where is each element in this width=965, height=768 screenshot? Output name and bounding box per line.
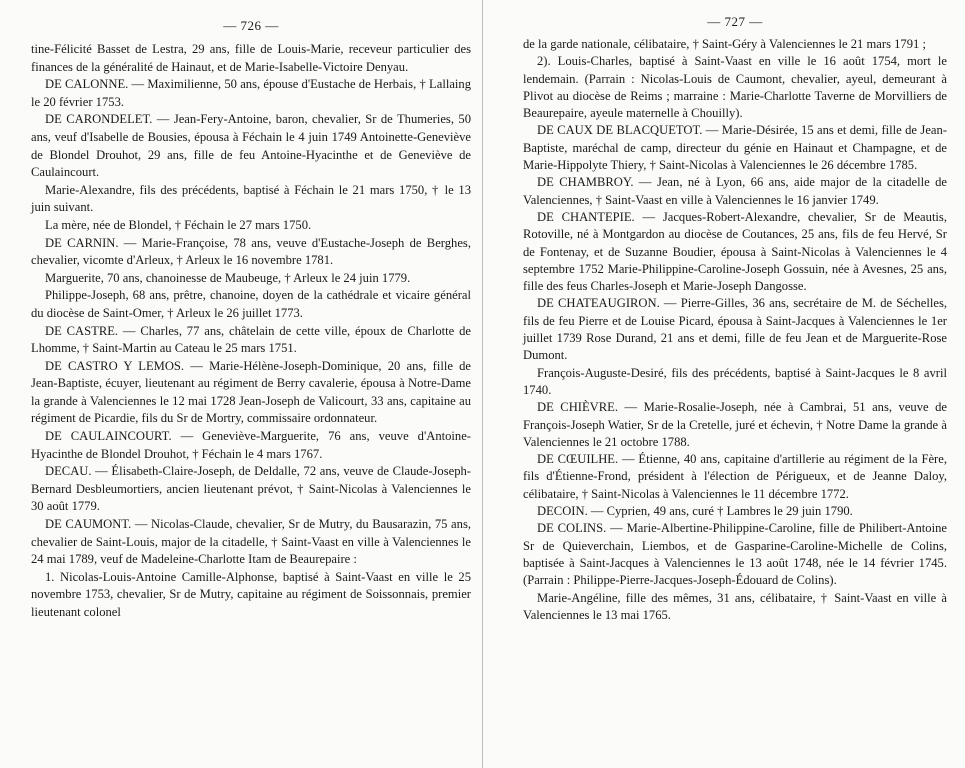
left-paragraph: Marie-Alexandre, fils des précédents, baptisé à Féchain le 21 mars 1750, † le 13 juin suivant. (31, 182, 471, 215)
right-paragraph: DE CAUX DE BLACQUETOT. — Marie-Désirée, 15 ans et demi, fille de Jean-Baptiste, maréchal de camp, directeur du génie en Hainaut et Champagne, et de Marie-Hippolyte Thiery, † Saint-Nicolas à Valenciennes le 26 décembre 1785. (523, 123, 947, 173)
right-paragraph: DE CHIÈVRE. — Marie-Rosalie-Joseph, née à Cambrai, 51 ans, veuve de François-Joseph Watier, Sr de la Cretelle, juré et échevin, † Notre Dame la grande à Valenciennes le 21 octobre 1788. (523, 400, 947, 449)
left-paragraph: DE CARONDELET. — Jean-Fery-Antoine, baron, chevalier, Sr de Thumeries, 50 ans, veuf d'Isabelle de Bousies, épousa à Féchain le 4 juin 1749 Antoinette-Geneviève de Blondel Drouhot, 29 ans, fille de feu Antoine-Hyacinthe et de Geneviève de Caulaincourt. (31, 112, 471, 180)
left-paragraph: DE CASTRO Y LEMOS. — Marie-Hélène-Joseph-Dominique, 20 ans, fille de Jean-Baptiste, écuyer, lieutenant au régiment de Berry cavalerie, épousa à Notre-Dame la grande à Valenciennes le 12 mai 1728 Jean-Joseph de Valicourt, 33 ans, capitaine au régiment de Picardie, fils du Sr de Mortry, commissaire ordonnateur. (31, 358, 471, 426)
right-paragraph: DE CHATEAUGIRON. — Pierre-Gilles, 36 ans, secrétaire de M. de Séchelles, fils de feu Pierre et de Louise Picard, épousa à Saint-Jacques à Valenciennes le 1er juillet 1739 Rose Durand, 21 ans et demi, fille de feu Jean et de Marguerite-Rose Dumont. (523, 296, 947, 363)
right-page-number: — 727 — (707, 14, 763, 29)
left-paragraph: DE CALONNE. — Maximilienne, 50 ans, épouse d'Eustache de Herbais, † Lallaing le 20 février 1753. (31, 77, 471, 109)
left-paragraph: DE CAULAINCOURT. — Geneviève-Marguerite, 76 ans, veuve d'Antoine-Hyacinthe de Blondel Drouhot, † Féchain le 4 mars 1767. (31, 429, 471, 461)
right-page-body (523, 36, 947, 624)
left-paragraph: DE CARNIN. — Marie-Françoise, 78 ans, veuve d'Eustache-Joseph de Berghes, chevalier, vicomte d'Arleux, † Arleux le 16 novembre 1781. (31, 235, 471, 268)
left-paragraph: tine-Félicité Basset de Lestra, 29 ans, fille de Louis-Marie, receveur particulier des finances de la généralité de Hainaut, et de Marie-Isabelle-Victoire Denyau. (31, 42, 471, 74)
right-paragraph: DE COLINS. — Marie-Albertine-Philippine-Caroline, fille de Philibert-Antoine Sr de Quieverchain, Liembos, et de Gasparine-Caroline-Michelle de Colins, baptisée à Saint-Jacques à Valenciennes le 13 août 1748, née le 14 février 1745. (Parrain : Philippe-Pierre-Jacques-Joseph-Édouard de Colins). (523, 521, 947, 588)
left-paragraph: Philippe-Joseph, 68 ans, prêtre, chanoine, doyen de la cathédrale et vicaire général du diocèse de Saint-Omer, † Arleux le 26 juillet 1773. (31, 288, 471, 320)
left-paragraph: DECAU. — Élisabeth-Claire-Joseph, de Deldalle, 72 ans, veuve de Claude-Joseph-Bernard Desbleumortiers, ancien lieutenant prévot, † Saint-Nicolas à Valenciennes le 30 août 1779. (31, 464, 471, 514)
right-paragraph: Marie-Angéline, fille des mêmes, 31 ans, célibataire, † Saint-Vaast en ville à Valenciennes le 13 mai 1765. (523, 590, 947, 622)
left-paragraph: La mère, née de Blondel, † Féchain le 27 mars 1750. (45, 217, 312, 232)
left-paragraph: DE CASTRE. — Charles, 77 ans, châtelain de cette ville, époux de Charlotte de Lhomme, † Saint-Martin au Cateau le 25 mars 1751. (31, 323, 471, 356)
right-page (483, 0, 965, 768)
right-paragraph: DE CHAMBROY. — Jean, né à Lyon, 66 ans, aide major de la citadelle de Valenciennes, † Saint-Vaast en ville à Valenciennes le 16 janvier 1749. (523, 175, 947, 207)
left-page-number: — 726 — (223, 18, 279, 33)
right-paragraph: DE CŒUILHE. — Étienne, 40 ans, capitaine d'artillerie au régiment de la Fère, fils d'Étienne-Frond, président à l'élection de Périgueux, et de Jeanne Daloy, célibataire, † Saint-Nicolas à Valenciennes le 11 décembre 1772. (523, 452, 947, 501)
right-paragraph: DE CHANTEPIE. — Jacques-Robert-Alexandre, chevalier, Sr de Meautis, Rotoville, né à Montgardon au diocèse de Coutances, 25 ans, fils de feu Hervé, Sr de Fontenay, et de Suzanne Boudier, épousa à Saint-Nicolas à Valenciennes le 4 septembre 1752 Marie-Philippine-Caroline-Joseph Gossuin, née à Avesnes, 25 ans, fille des feus Charles-Joseph et Marie-Joseph Dangosse. (523, 209, 947, 294)
right-paragraph: François-Auguste-Desiré, fils des précédents, baptisé à Saint-Jacques le 8 avril 1740. (523, 365, 947, 397)
right-paragraph: DECOIN. — Cyprien, 49 ans, curé † Lambres le 29 juin 1790. (537, 504, 853, 519)
left-paragraph: 1. Nicolas-Louis-Antoine Camille-Alphonse, baptisé à Saint-Vaast en ville le 25 novembre 1753, chevalier, Sr de Mutry, capitaine au régiment de Soissonnais, premier lieutenant colonel (31, 569, 471, 619)
left-paragraph: DE CAUMONT. — Nicolas-Claude, chevalier, Sr de Mutry, du Bausarazin, 75 ans, chevalier de Saint-Louis, major de la citadelle, † Saint-Vaast en ville à Valenciennes le 24 mai 1789, veuf de Madeleine-Charlotte Itam de Beaurepaire : (31, 517, 471, 567)
left-paragraph: Marguerite, 70 ans, chanoinesse de Maubeuge, † Arleux le 24 juin 1779. (45, 270, 411, 285)
right-paragraph: de la garde nationale, célibataire, † Saint-Géry à Valenciennes le 21 mars 1791 ; (523, 37, 926, 51)
left-page-body (31, 41, 471, 622)
right-paragraph: 2). Louis-Charles, baptisé à Saint-Vaast en ville le 16 août 1754, mort le lendemain. (Parrain : Nicolas-Louis de Caumont, chevalier, ayeul, demeurant à Plivot au diocèse de Reims ; marraine : Marie-Charlotte Taverne de Morvilliers de Beaurepaire, ayeule maternelle à Chouilly). (523, 54, 947, 121)
